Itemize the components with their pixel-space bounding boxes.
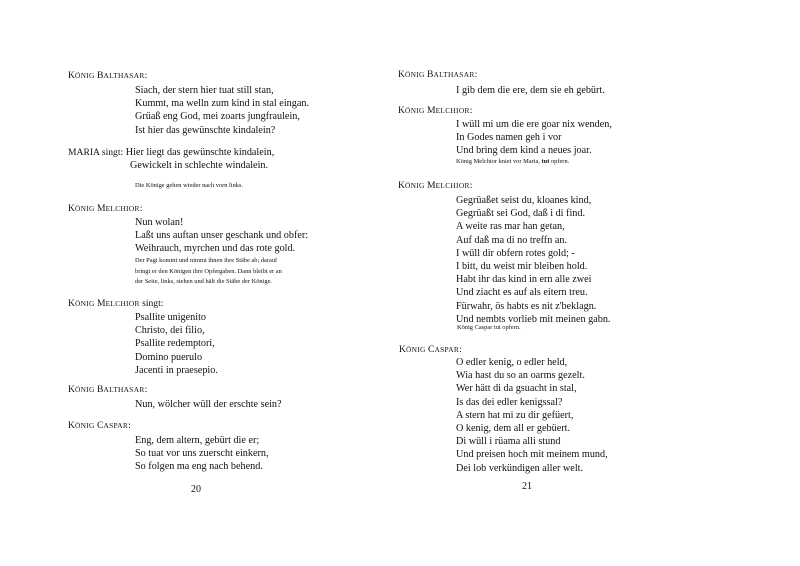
verse-line: Gegrüaßet seist du, kloanes kind, bbox=[456, 195, 592, 206]
verse-block bbox=[135, 434, 269, 474]
speaker-colon: singt: bbox=[139, 298, 164, 309]
verse-line: I wüll mi um die ere goar nix wenden, bbox=[456, 119, 612, 130]
speaker-label bbox=[398, 105, 472, 117]
speaker-smallcaps: ELCHIOR bbox=[105, 204, 140, 213]
speaker-initial: K bbox=[398, 180, 405, 191]
direction-line: bringt er den Königen ihre Opfergaben. Dann bleibt er an bbox=[135, 267, 282, 275]
speaker-initial: M bbox=[94, 203, 106, 214]
verse-line: Habt ihr das kind in ern alle zwei bbox=[456, 274, 592, 286]
verse-line: Dei lob verkündigen aller welt. bbox=[456, 462, 584, 474]
verse-block bbox=[135, 311, 218, 377]
verse-line: Gegrüaßt sei God, daß i di find. bbox=[456, 208, 586, 220]
verse-line: Siach, der stern hier tuat still stan, bbox=[135, 85, 274, 96]
speaker-smallcaps: ÖNIG bbox=[74, 421, 95, 430]
speaker-label bbox=[68, 420, 131, 432]
stage-direction bbox=[457, 323, 521, 334]
verse-block bbox=[456, 118, 612, 158]
verse-line: Laßt uns auftan unser geschank und obfer: bbox=[135, 230, 309, 242]
verse-line: A weite ras mar han getan, bbox=[456, 221, 565, 233]
verse-block bbox=[456, 356, 608, 475]
verse-line: Auf daß ma di no treffn an. bbox=[456, 234, 567, 246]
verse-line: Nun, wölcher wüll der erschte sein? bbox=[135, 399, 282, 410]
speaker-colon: : bbox=[144, 70, 148, 81]
verse-line: A stern hat mi zu dir gefüert, bbox=[456, 409, 574, 421]
speaker-label bbox=[398, 180, 472, 192]
speaker-initial: K bbox=[68, 384, 75, 395]
verse-line: Psallite unigenito bbox=[135, 312, 207, 323]
speaker-initial: B bbox=[424, 69, 434, 80]
speaker-label bbox=[68, 298, 163, 310]
verse-line: I gib dem die ere, dem sie eh gebürt. bbox=[456, 85, 605, 96]
speaker-smallcaps: ÖNIG bbox=[405, 345, 426, 354]
direction-line: der Seite, links, stehen und hält die Stäbe der Könige. bbox=[135, 278, 273, 286]
direction-line: Die Könige gehen wieder nach vorn links. bbox=[135, 182, 244, 189]
verse-block bbox=[135, 216, 308, 256]
speaker-initial: B bbox=[94, 384, 104, 395]
direction-line: König Caspar tut opfern. bbox=[457, 324, 521, 331]
verse-line: Und nembts vorlieb mit meinen gabn. bbox=[456, 313, 611, 325]
speaker-initial: K bbox=[399, 344, 406, 355]
speaker-initial: K bbox=[68, 298, 75, 309]
speaker-colon: : bbox=[469, 105, 473, 116]
speaker-colon: : bbox=[474, 69, 478, 80]
speaker-initial: C bbox=[94, 420, 104, 431]
verse-line: Und ziacht es auf als eitern treu. bbox=[456, 287, 588, 299]
verse-line: Fürwahr, ös habts es nit z'beklagn. bbox=[456, 300, 597, 312]
speaker-initial: K bbox=[398, 105, 405, 116]
speaker-label bbox=[399, 344, 462, 356]
verse-line: Nun wolan! bbox=[135, 217, 184, 228]
speaker-smallcaps: ÖNIG bbox=[74, 385, 95, 394]
speaker-initial: K bbox=[68, 203, 75, 214]
verse-line: Und preisen hoch mit meinem mund, bbox=[456, 449, 608, 461]
verse-line: O edler kenig, o edler held, bbox=[456, 357, 568, 368]
verse-line: Domino puerulo bbox=[135, 351, 203, 363]
speaker-smallcaps: ELCHIOR bbox=[105, 299, 140, 308]
verse-line: Jacenti in praesepio. bbox=[135, 364, 218, 376]
speaker-colon: : bbox=[459, 344, 462, 355]
speaker-smallcaps: ELCHIOR bbox=[435, 181, 470, 190]
speaker-smallcaps: ALTHASAR bbox=[103, 71, 145, 80]
direction-line bbox=[456, 157, 569, 168]
speaker-smallcaps: ASPAR bbox=[434, 345, 460, 354]
verse-block bbox=[135, 398, 282, 411]
speaker-label bbox=[68, 384, 147, 396]
verse-line: Wia hast du so an oarms gezelt. bbox=[456, 370, 585, 382]
verse-line: Di wüll i rüama alli stund bbox=[456, 436, 561, 448]
speaker-smallcaps: ASPAR bbox=[103, 421, 129, 430]
verse-line: Grüaß eng God, mei zoarts jungfraulein, bbox=[135, 111, 300, 123]
verse-line: Christo, dei filio, bbox=[135, 325, 205, 337]
speaker-initial: M bbox=[424, 105, 436, 116]
direction-text: opfern. bbox=[549, 158, 570, 165]
speaker-smallcaps: ALTHASAR bbox=[103, 385, 145, 394]
speaker-colon: : bbox=[469, 180, 473, 191]
verse-text: Hier liegt das gewünschte kindalein, bbox=[125, 147, 275, 158]
speaker-initial: K bbox=[68, 420, 75, 431]
direction-text: König Melchior kniet vor Maria, bbox=[456, 158, 542, 165]
stage-direction bbox=[456, 157, 569, 168]
speaker-colon: : bbox=[139, 203, 143, 214]
speaker-initial: B bbox=[94, 70, 104, 81]
speaker-smallcaps: ELCHIOR bbox=[435, 106, 470, 115]
speaker-initial: C bbox=[425, 344, 435, 355]
speaker-smallcaps: ÖNIG bbox=[74, 204, 95, 213]
speaker-label bbox=[398, 69, 477, 81]
speaker-colon: : bbox=[144, 384, 148, 395]
speaker-initial: M bbox=[424, 180, 436, 191]
speaker-smallcaps: ÖNIG bbox=[404, 181, 425, 190]
verse-block bbox=[68, 146, 274, 172]
verse-line: Ist hier das gewünschte kindalein? bbox=[135, 124, 276, 136]
speaker-smallcaps: ÖNIG bbox=[74, 299, 95, 308]
speaker-colon: : bbox=[128, 420, 131, 431]
direction-line: Der Pagi kommt und nimmt ihnen ihre Stäbe ab; darauf bbox=[135, 257, 278, 264]
verse-block bbox=[456, 84, 605, 97]
stage-direction bbox=[135, 181, 243, 192]
direction-emphasis: tut bbox=[541, 158, 550, 165]
speaker-smallcaps: ÖNIG bbox=[404, 106, 425, 115]
speaker-label bbox=[68, 203, 142, 215]
verse-line: Is das dei edler kenigssal? bbox=[456, 396, 563, 408]
speaker-initial: K bbox=[398, 69, 405, 80]
verse-line: Gewickelt in schlechte windalein. bbox=[130, 160, 269, 172]
speaker-smallcaps: ALTHASAR bbox=[433, 70, 475, 79]
verse-line: Und bring dem kind a neues joar. bbox=[456, 145, 592, 157]
speaker-smallcaps: ÖNIG bbox=[404, 70, 425, 79]
verse-line: Psallite redemptori, bbox=[135, 338, 215, 350]
verse-line: So tuat vor uns zuerscht einkern, bbox=[135, 448, 269, 460]
verse-line: In Godes namen geh i vor bbox=[456, 132, 562, 144]
page-number: 20 bbox=[191, 484, 201, 495]
verse-line: I bitt, du weist mir bleiben hold. bbox=[456, 261, 588, 273]
verse-line: Weihrauch, myrchen und das rote gold. bbox=[135, 243, 296, 255]
verse-line: O kenig, dem all er gebüert. bbox=[456, 423, 571, 435]
verse-line: Wer hätt di da gsuacht in stal, bbox=[456, 383, 577, 395]
speaker-smallcaps: ÖNIG bbox=[74, 71, 95, 80]
speaker-initial: K bbox=[68, 70, 75, 81]
speaker-label: MARIA singt: bbox=[68, 147, 124, 158]
verse-block bbox=[135, 84, 309, 137]
speaker-label bbox=[68, 70, 147, 82]
verse-line: I wüll dir obfern rotes gold; - bbox=[456, 247, 575, 259]
verse-line bbox=[68, 146, 274, 159]
stage-direction bbox=[135, 256, 282, 288]
page-number: 21 bbox=[522, 481, 532, 492]
right-page bbox=[400, 0, 800, 566]
verse-block bbox=[456, 194, 610, 326]
verse-line: So folgen ma eng nach behend. bbox=[135, 461, 263, 473]
verse-line: Kummt, ma welln zum kind in stal eingan. bbox=[135, 98, 310, 110]
verse-line: Eng, dem altern, gebürt die er; bbox=[135, 435, 260, 446]
speaker-initial: M bbox=[94, 298, 106, 309]
